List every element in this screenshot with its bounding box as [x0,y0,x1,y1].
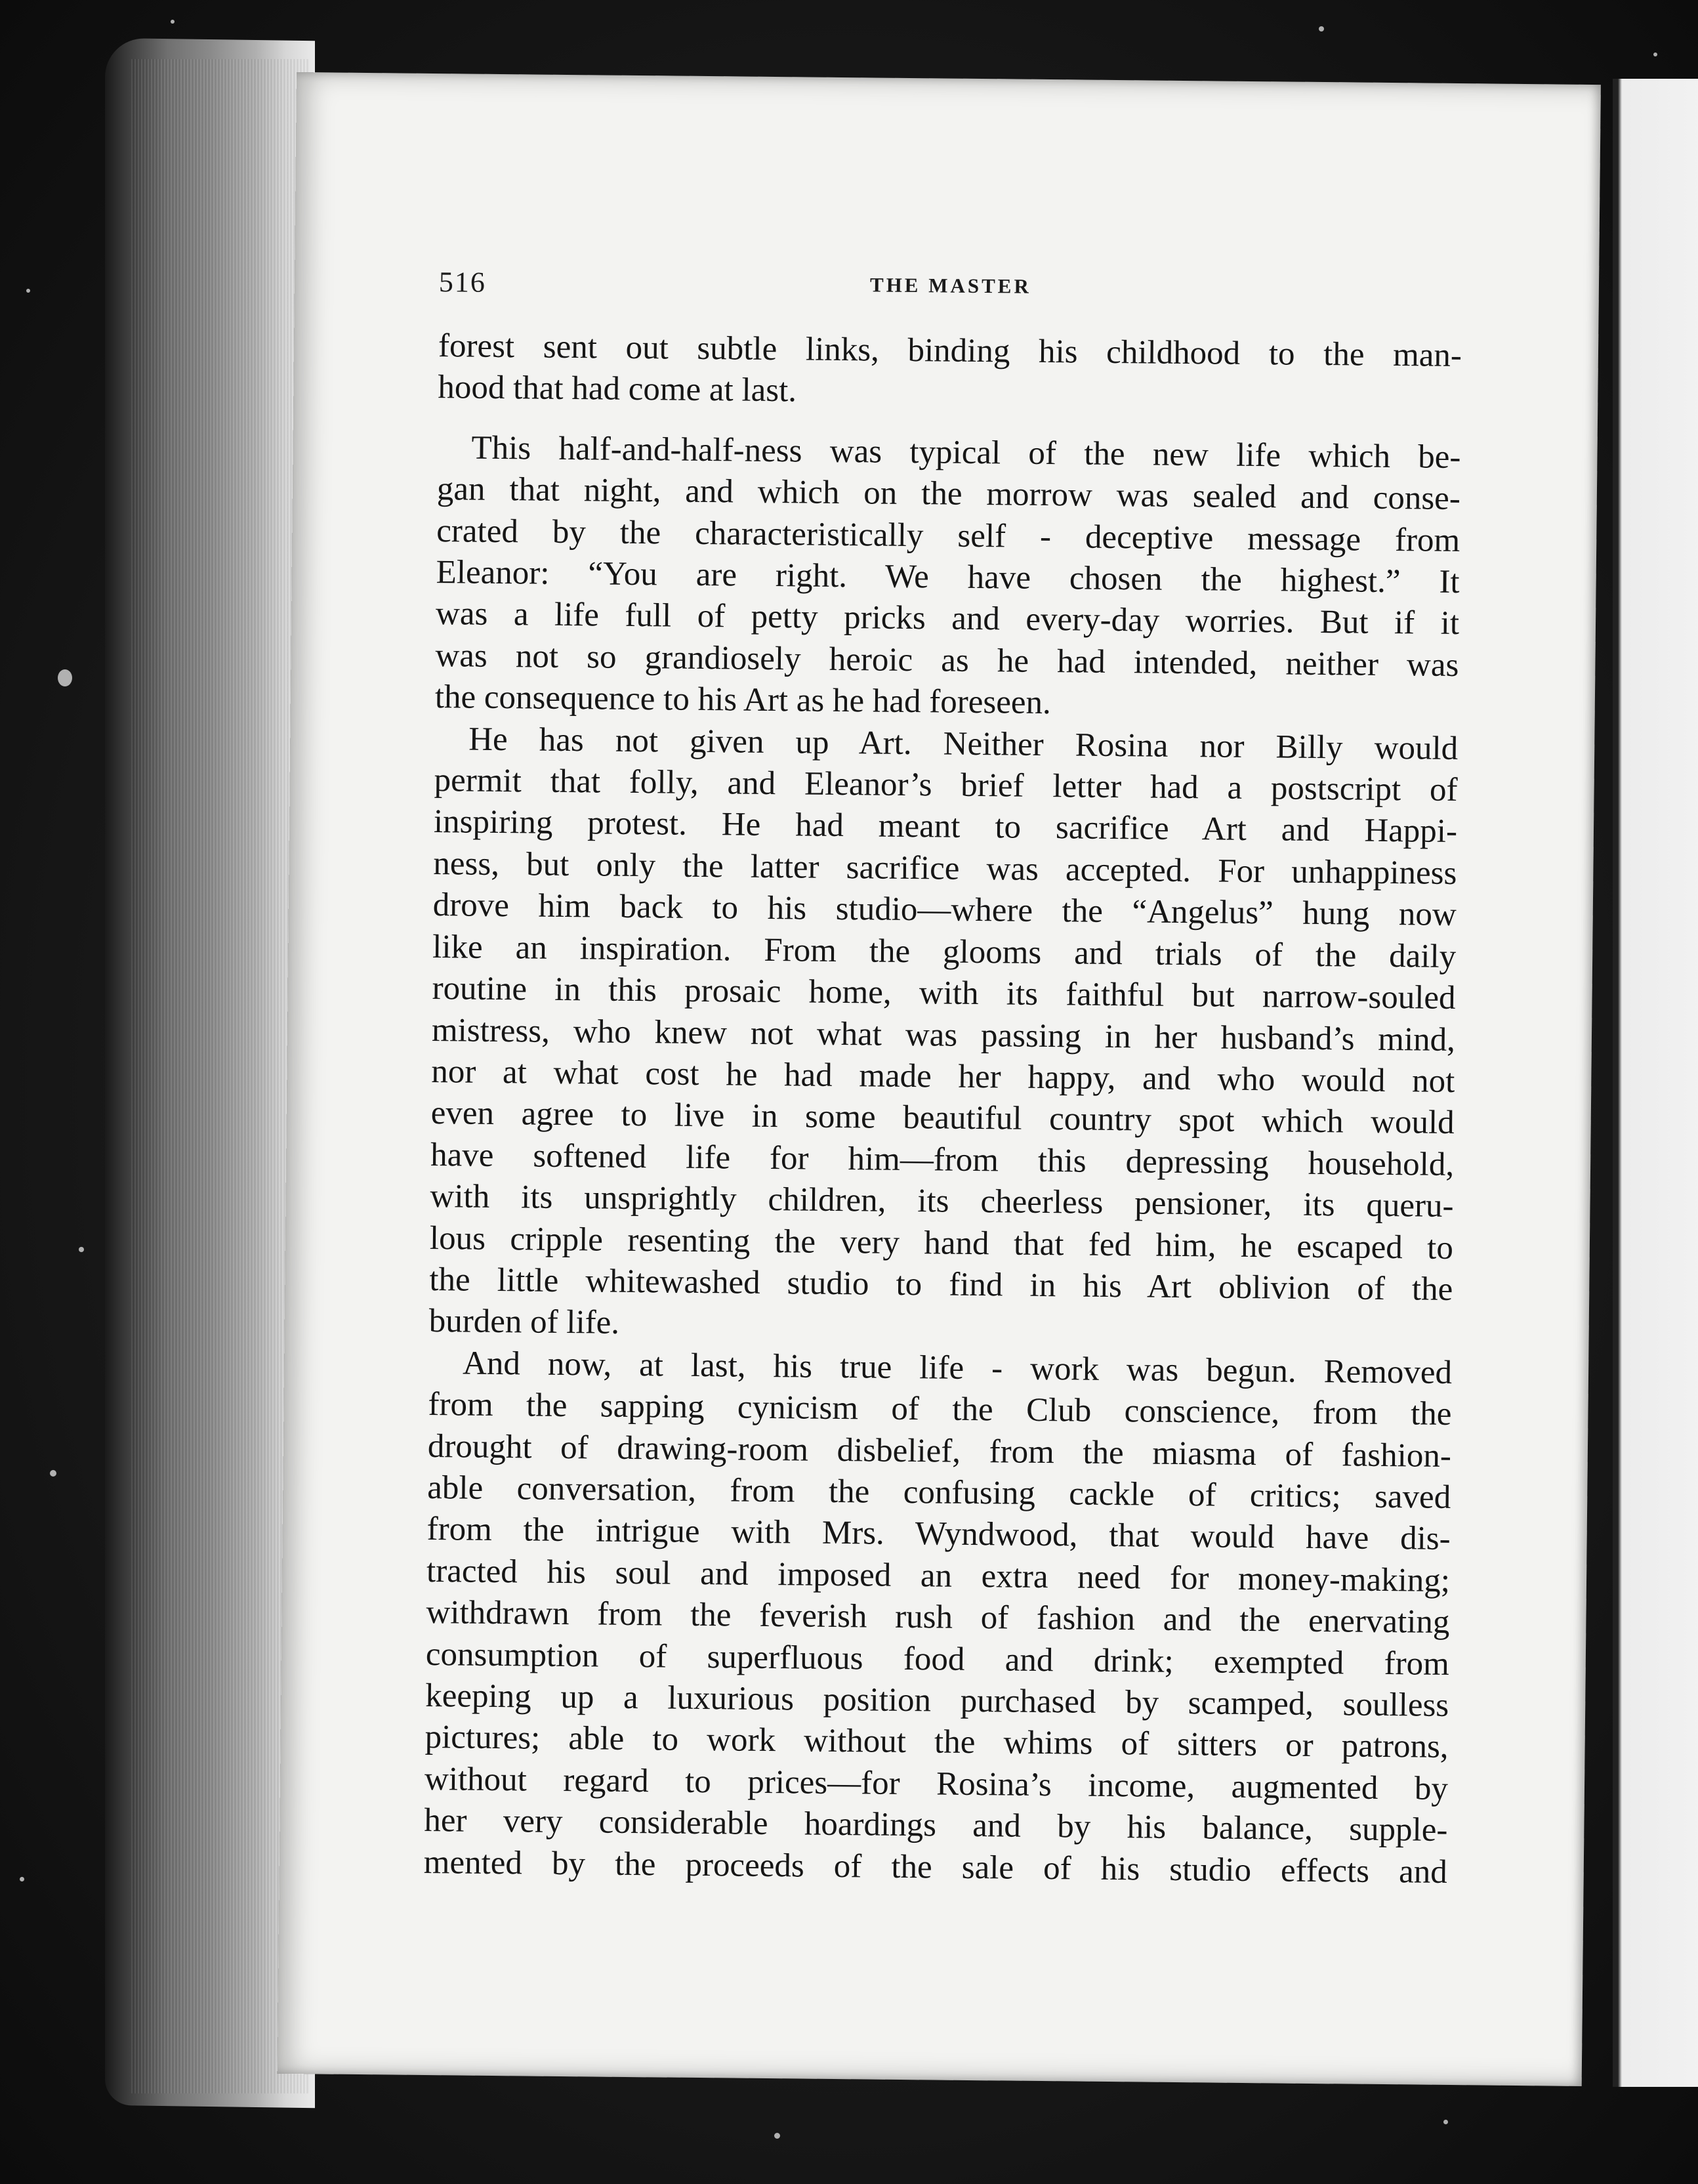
dust-speck [26,289,30,293]
text-line: keeping up a luxurious position purchased by scamped, soulless [424,1677,1449,1724]
text-line: tracted his soul and imposed an extra need for money-making; [426,1552,1451,1599]
text-line: with its unsprightly children, its cheerless pensioner, its queru- [430,1178,1454,1225]
text-line: mistress, who knew not what was passing in her husband’s mind, [431,1011,1456,1059]
text-line: the little whitewashed studio to find in his Art oblivion of the [429,1261,1453,1308]
page-header [439,265,1463,314]
text-line: drove him back to his studio—where the “Angelus” hung now [432,887,1457,934]
dust-speck [1443,2120,1448,2124]
text-line: routine in this prosaic home, with its faithful but narrow-souled [432,970,1456,1017]
page-number: 516 [438,266,487,299]
text-line: drought of drawing-room disbelief, from the miasma of fashion- [427,1427,1452,1475]
text-line: pictures; able to work without the whims of sitters or patrons, [424,1719,1449,1766]
text-line: was a life full of petty pricks and every-day worries. But if it [435,595,1460,642]
dust-speck [79,1247,84,1252]
dust-speck [774,2133,780,2139]
paragraph [435,427,1461,728]
text-line: Eleanor: “You are right. We have chosen the highest.” It [436,554,1460,601]
text-line: lous cripple resenting the very hand that fed him, he escaped to [429,1219,1454,1267]
text-line: her very considerable hoardings and by his balance, supple- [424,1802,1448,1849]
running-head: THE MASTER [869,273,1032,298]
dust-speck [1653,52,1657,56]
text-line: have softened life for him—from this depressing household, [430,1136,1455,1183]
text-line: inspiring protest. He had meant to sacrifice Art and Happi- [433,803,1458,850]
text-line: withdrawn from the feverish rush of fashion and the enervating [426,1594,1450,1641]
text-line: forest sent out subtle links, binding his childhood to the man- [438,327,1462,375]
text-line: even agree to live in some beautiful country spot which would [430,1095,1455,1142]
text-line: from the sapping cynicism of the Club conscience, from the [428,1386,1452,1433]
dust-speck [1319,26,1324,32]
text-line: was not so grandiosely heroic as he had intended, neither was [435,637,1459,684]
text-line: from the intrigue with Mrs. Wyndwood, that would have dis- [426,1511,1451,1558]
text-line: permit that folly, and Eleanor’s brief letter had a postscript of [434,762,1458,809]
text-line: He has not given up Art. Neither Rosina nor Billy would [468,721,1459,767]
text-line: And now, at last, his true life - work was begun. Removed [462,1345,1453,1391]
text-line: like an inspiration. From the glooms and trials of the daily [432,928,1457,975]
paragraph [428,719,1458,1353]
dust-speck [58,669,72,686]
paragraph [424,1343,1453,1893]
dust-speck [20,1877,24,1881]
text-line: ness, but only the latter sacrifice was accepted. For unhappiness [433,845,1457,892]
text-line: mented by the proceeds of the sale of his studio effects and [423,1843,1448,1891]
text-line: burden of life. [428,1303,620,1342]
body-text [424,326,1462,1893]
paragraph [438,326,1462,419]
text-line: crated by the characteristically self - deceptive message from [436,512,1460,559]
text-line: the consequence to his Art as he had foreseen. [434,679,1052,722]
text-line: hood that had come at last. [438,369,797,410]
book-page [278,72,1601,2086]
dust-speck [171,20,175,24]
dust-speck [50,1470,56,1477]
text-line: nor at what cost he had made her happy, and who would not [431,1053,1455,1100]
text-line: This half-and-half-ness was typical of the new life which be- [471,429,1461,476]
text-line: able conversation, from the confusing cackle of critics; saved [427,1469,1451,1516]
text-line: consumption of superfluous food and drink; exempted from [425,1635,1450,1683]
facing-page-edge [1613,79,1698,2087]
text-line: without regard to prices—for Rosina’s income, augmented by [424,1760,1449,1807]
text-line: gan that night, and which on the morrow was sealed and conse- [436,471,1461,518]
